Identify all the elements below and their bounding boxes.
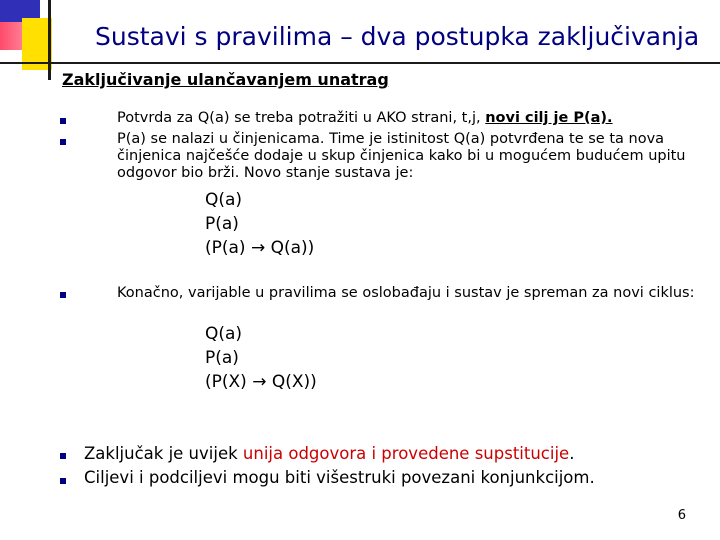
state1-line-3: (P(a) → Q(a)) bbox=[205, 238, 315, 258]
bullet-text-2: P(a) se nalazi u činjenicama. Time je istinitost Q(a) potvrđena te se ta nova činjenica najčešće dodaje u skup činjenica kako bi u mogućem budućem upitu odgovor bio brži. Novo stanje sustava je: bbox=[117, 131, 686, 181]
section-heading: Zaključivanje ulančavanjem unatrag bbox=[62, 70, 389, 89]
bullet-text-4 bbox=[84, 442, 574, 466]
bullet-marker bbox=[60, 292, 66, 298]
decoration-vertical-line bbox=[48, 0, 51, 80]
title-divider-line bbox=[0, 62, 720, 64]
bullet-marker bbox=[60, 453, 66, 459]
bullet-text-1 bbox=[117, 110, 702, 127]
bullet-text-5: Ciljevi i podciljevi mogu biti višestruki povezani konjunkcijom. bbox=[84, 468, 595, 487]
bullet-text-3: Konačno, varijable u pravilima se oslobađaju i sustav je spreman za novi ciklus: bbox=[117, 285, 695, 301]
state1-line-1: Q(a) bbox=[205, 190, 243, 210]
bullet-text-1-emphasis: novi cilj je P(a). bbox=[485, 110, 613, 126]
bullet-text-4-highlight: unija odgovora i provedene supstitucije bbox=[242, 444, 570, 463]
page-number: 6 bbox=[677, 508, 686, 523]
slide-title: Sustavi s pravilima – dva postupka zaključivanja bbox=[95, 22, 700, 51]
state2-line-1: Q(a) bbox=[205, 324, 243, 344]
state1-line-2: P(a) bbox=[205, 214, 239, 234]
bullet-text-4-plain: Zaključak je uvijek bbox=[84, 444, 243, 463]
bullet-marker bbox=[60, 139, 66, 145]
bullet-marker bbox=[60, 478, 66, 484]
bullet-marker bbox=[60, 118, 66, 124]
state2-line-3: (P(X) → Q(X)) bbox=[205, 372, 317, 392]
state2-line-2: P(a) bbox=[205, 348, 239, 368]
bullet-text-4-end: . bbox=[569, 444, 575, 463]
bullet-text-1-plain: Potvrda za Q(a) se treba potražiti u AKO strani, t,j, bbox=[117, 110, 486, 126]
